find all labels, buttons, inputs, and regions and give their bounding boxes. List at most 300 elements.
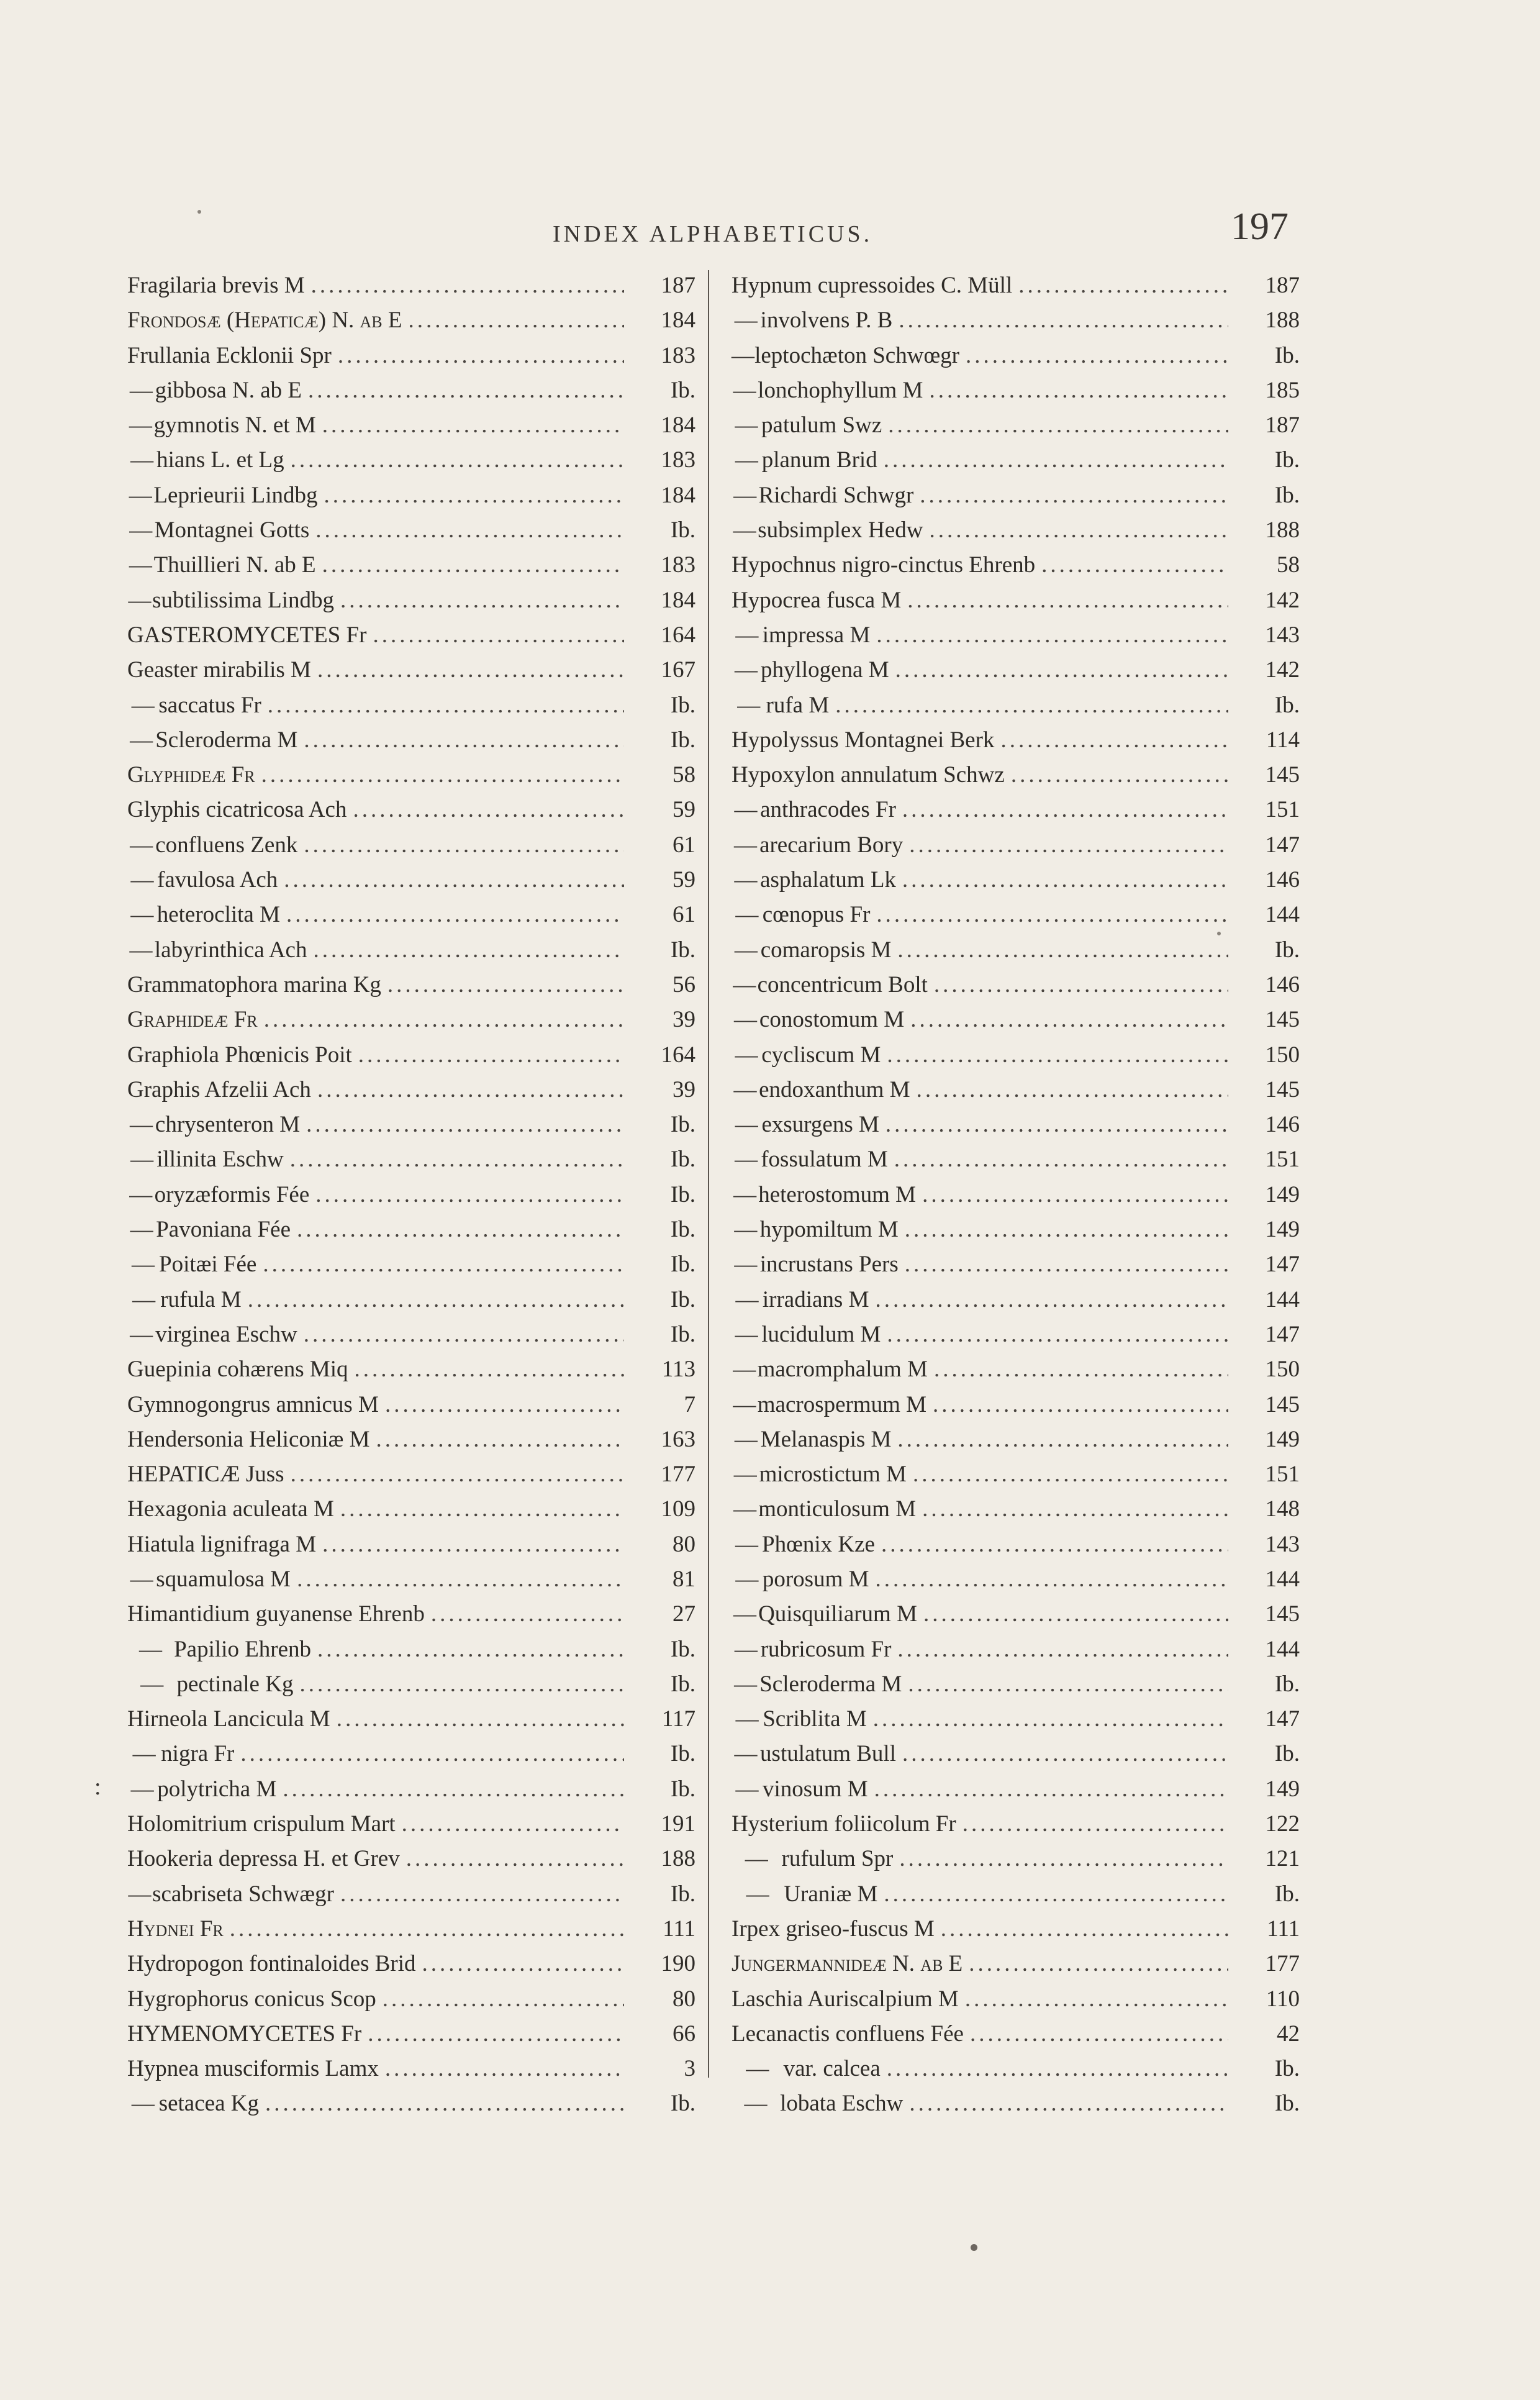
ditto-dash (127, 373, 155, 408)
ditto-dash (732, 618, 763, 653)
entry-page-ref: 142 (1265, 657, 1300, 683)
entry-label: polytricha M (157, 1776, 277, 1802)
ditto-dash (127, 828, 155, 863)
leader-dots (913, 1457, 1228, 1492)
leader-dots (304, 1317, 624, 1352)
entry-label: setacea Kg (158, 2091, 259, 2117)
entry-page-ref: Ib. (670, 727, 695, 753)
leader-dots (922, 1492, 1228, 1527)
ditto-dash (732, 1772, 763, 1807)
ditto-dash (127, 1772, 157, 1807)
index-entry (732, 1388, 1300, 1422)
leader-dots (322, 548, 624, 583)
ditto-dash (732, 1107, 761, 1142)
index-entry (127, 1772, 695, 1807)
ditto-dash (732, 513, 758, 548)
leader-dots (322, 1527, 624, 1562)
entry-label: lobata Eschw (780, 2091, 904, 2117)
ditto-dash (732, 1492, 758, 1527)
entry-page-ref: Ib. (1274, 2056, 1300, 2082)
entry-label: Hexagonia aculeata M (127, 1496, 334, 1522)
index-entry (732, 548, 1300, 583)
entry-page-ref: 145 (1265, 1601, 1300, 1627)
leader-dots (888, 408, 1228, 443)
leader-dots (969, 1947, 1228, 1981)
ditto-dash (127, 513, 155, 548)
entry-label: ustulatum Bull (760, 1741, 896, 1767)
leader-dots (1018, 268, 1228, 303)
entry-page-ref: 177 (661, 1461, 695, 1488)
entry-label: Irpex griseo-fuscus M (732, 1916, 935, 1942)
entry-page-ref: 190 (661, 1951, 695, 1977)
entry-label: arecarium Bory (759, 832, 904, 858)
entry-page-ref: 149 (1265, 1217, 1300, 1243)
entry-page-ref: 188 (1265, 307, 1300, 334)
entry-label: Geaster mirabilis M (127, 657, 311, 683)
entry-label: lonchophyllum M (758, 377, 923, 403)
index-entry (127, 1247, 695, 1282)
leader-dots (876, 898, 1228, 932)
leader-dots (874, 1772, 1228, 1807)
entry-page-ref: Ib. (670, 1776, 695, 1802)
leader-dots (899, 1842, 1228, 1876)
entry-page-ref: Ib. (1274, 937, 1300, 963)
entry-page-ref: 114 (1266, 727, 1300, 753)
leader-dots (337, 1702, 624, 1737)
entry-page-ref: 58 (1277, 552, 1300, 578)
ditto-dash (732, 1597, 758, 1632)
entry-label: squamulosa M (156, 1566, 291, 1592)
entry-page-ref: 121 (1265, 1846, 1300, 1872)
index-entry (732, 1178, 1300, 1212)
leader-dots (895, 653, 1228, 688)
entry-label: impressa M (762, 622, 871, 648)
leader-dots (1011, 758, 1228, 793)
entry-page-ref: Ib. (1274, 2091, 1300, 2117)
leader-dots (835, 688, 1228, 723)
ditto-dash (127, 478, 153, 513)
entry-page-ref: 56 (673, 971, 695, 998)
entry-label: illinita Eschw (156, 1147, 284, 1173)
entry-label: cycliscum M (761, 1042, 881, 1068)
index-entry (732, 1737, 1300, 1771)
ditto-dash (127, 443, 156, 478)
index-entry (127, 1737, 695, 1771)
entry-page-ref: 183 (661, 552, 695, 578)
entry-label: gymnotis N. et M (153, 412, 316, 439)
index-entry (127, 1562, 695, 1597)
entry-page-ref: 148 (1265, 1496, 1300, 1522)
entry-label: saccatus Fr (158, 692, 261, 718)
entry-page-ref: 144 (1265, 1286, 1300, 1312)
ditto-dash (732, 1073, 759, 1107)
index-entry (127, 828, 695, 863)
leader-dots (909, 2086, 1228, 2121)
entry-page-ref: Ib. (1274, 482, 1300, 508)
leader-dots (907, 583, 1228, 618)
index-entry (732, 1247, 1300, 1282)
leader-dots (385, 2052, 624, 2086)
ditto-dash (127, 688, 158, 723)
leader-dots (340, 583, 624, 618)
leader-dots (264, 1002, 624, 1037)
index-entry (732, 1562, 1300, 1597)
entry-page-ref: 149 (1265, 1776, 1300, 1802)
entry-page-ref: Ib. (1274, 1881, 1300, 1907)
leader-dots (897, 933, 1228, 968)
leader-dots (431, 1597, 624, 1632)
leader-dots (899, 303, 1228, 338)
leader-dots (909, 828, 1228, 863)
ditto-dash (732, 1142, 761, 1177)
entry-page-ref: 61 (673, 902, 695, 928)
leader-dots (902, 793, 1228, 827)
index-entry (127, 618, 695, 653)
index-entry (127, 1702, 695, 1737)
leader-dots (263, 1247, 624, 1282)
leader-dots (291, 443, 624, 478)
entry-page-ref: 151 (1265, 1461, 1300, 1488)
ditto-dash (732, 1002, 759, 1037)
paper-speck (197, 210, 201, 214)
leader-dots (304, 828, 624, 863)
entry-label: Hypoxylon annulatum Schwz (732, 762, 1005, 788)
entry-page-ref: Ib. (670, 1112, 695, 1138)
leader-dots (905, 1247, 1228, 1282)
leader-dots (284, 863, 624, 898)
entry-page-ref: 145 (1265, 762, 1300, 788)
leader-dots (308, 373, 624, 408)
entry-label: Jungermannideæ N. ab E (732, 1951, 963, 1977)
entry-label: planum Brid (761, 447, 877, 473)
index-entry (732, 1492, 1300, 1527)
ditto-dash (732, 1457, 759, 1492)
index-entry (127, 373, 695, 408)
entry-label: HEPATICÆ Juss (127, 1461, 284, 1488)
entry-label: Hypochnus nigro-cinctus Ehrenb (732, 552, 1036, 578)
entry-page-ref: 149 (1265, 1181, 1300, 1207)
index-entry (732, 1107, 1300, 1142)
index-entry (127, 1107, 695, 1142)
entry-label: var. calcea (783, 2056, 881, 2082)
leader-dots (884, 443, 1228, 478)
index-entry (732, 373, 1300, 408)
entry-label: subtilissima Lindbg (152, 587, 335, 613)
leader-dots (240, 1737, 624, 1771)
entry-page-ref: 146 (1265, 1112, 1300, 1138)
leader-dots (887, 1317, 1228, 1352)
entry-label: hypomiltum M (759, 1217, 899, 1243)
entry-page-ref: 147 (1265, 832, 1300, 858)
index-entry (127, 513, 695, 548)
index-entry (127, 758, 695, 793)
ditto-dash (732, 1702, 763, 1737)
entry-page-ref: 80 (673, 1986, 695, 2012)
index-entry (732, 408, 1300, 443)
entry-page-ref: 81 (673, 1566, 695, 1592)
entry-label: fossulatum M (761, 1147, 888, 1173)
leader-dots (875, 1283, 1228, 1317)
index-entry (732, 1597, 1300, 1632)
ditto-dash (732, 1422, 761, 1457)
leader-dots (1041, 548, 1228, 583)
index-entry (127, 1422, 695, 1457)
entry-page-ref: Ib. (670, 692, 695, 718)
ditto-dash (732, 1352, 758, 1387)
ditto-dash (732, 1247, 760, 1282)
leader-dots (917, 1073, 1228, 1107)
entry-page-ref: Ib. (670, 517, 695, 543)
entry-label: microstictum M (759, 1461, 907, 1488)
margin-mark: : (94, 1774, 101, 1800)
entry-page-ref: 167 (661, 657, 695, 683)
paper-speck (1217, 932, 1221, 935)
index-entry (732, 1038, 1300, 1073)
index-entry (732, 758, 1300, 793)
ditto-dash (127, 933, 155, 968)
index-entry (732, 1912, 1300, 1947)
entry-label: Hygrophorus conicus Scop (127, 1986, 376, 2012)
entry-label: phyllogena M (761, 657, 889, 683)
leader-dots (894, 1142, 1228, 1177)
leader-dots (929, 513, 1228, 548)
index-entry (732, 688, 1300, 723)
entry-label: Guepinia cohærens Miq (127, 1357, 348, 1383)
leader-dots (934, 1352, 1228, 1387)
index-entry (732, 1947, 1300, 1981)
ink-dot (971, 2244, 977, 2251)
index-entry (127, 688, 695, 723)
entry-label: asphalatum Lk (760, 867, 896, 893)
entry-page-ref: Ib. (670, 1181, 695, 1207)
index-entry (127, 933, 695, 968)
entry-page-ref: 145 (1265, 1391, 1300, 1417)
leader-dots (920, 478, 1228, 513)
entry-page-ref: Ib. (670, 2091, 695, 2117)
entry-label: confluens Zenk (155, 832, 298, 858)
leader-dots (934, 968, 1228, 1002)
entry-page-ref: 142 (1265, 587, 1300, 613)
entry-label: scabriseta Schwægr (152, 1881, 334, 1907)
leader-dots (876, 1562, 1228, 1597)
leader-dots (304, 723, 624, 758)
leader-dots (406, 1842, 624, 1876)
entry-label: Laschia Auriscalpium M (732, 1986, 959, 2012)
entry-page-ref: 146 (1265, 867, 1300, 893)
ditto-dash (732, 1178, 758, 1212)
index-entry (732, 2086, 1300, 2121)
entry-label: chrysenteron M (155, 1112, 301, 1138)
entry-label: HYMENOMYCETES Fr (127, 2020, 362, 2047)
ditto-dash (127, 1283, 160, 1317)
leader-dots (905, 1212, 1228, 1247)
ditto-dash (732, 1877, 784, 1912)
leader-dots (286, 898, 624, 932)
entry-label: Hypnum cupressoides C. Müll (732, 273, 1013, 298)
ditto-dash (127, 1317, 155, 1352)
leader-dots (922, 1178, 1228, 1212)
entry-label: porosum M (762, 1566, 869, 1592)
entry-page-ref: 187 (1265, 273, 1300, 298)
leader-dots (884, 1877, 1228, 1912)
leader-dots (966, 339, 1228, 373)
entry-page-ref: 66 (673, 2020, 695, 2047)
entry-label: GASTEROMYCETES Fr (127, 622, 367, 648)
leader-dots (291, 1457, 624, 1492)
leader-dots (322, 408, 624, 443)
leader-dots (317, 653, 624, 688)
ditto-dash (127, 1142, 156, 1177)
index-entry (127, 898, 695, 932)
leader-dots (923, 1597, 1228, 1632)
ditto-dash (732, 793, 760, 827)
entry-page-ref: 147 (1265, 1706, 1300, 1732)
entry-page-ref: 109 (661, 1496, 695, 1522)
index-entry (732, 513, 1300, 548)
leader-dots (941, 1912, 1228, 1947)
entry-label: macromphalum M (757, 1357, 928, 1383)
leader-dots (970, 2017, 1228, 2052)
ditto-dash (732, 863, 760, 898)
ditto-dash (732, 1562, 763, 1597)
ditto-dash (732, 373, 758, 408)
ditto-dash (732, 1737, 760, 1771)
entry-page-ref: Ib. (670, 937, 695, 963)
index-entry (732, 793, 1300, 827)
entry-label: Holomitrium crispulum Mart (127, 1811, 396, 1837)
entry-page-ref: 111 (663, 1916, 695, 1942)
entry-page-ref: 61 (673, 832, 695, 858)
leader-dots (315, 1178, 624, 1212)
ditto-dash (127, 408, 154, 443)
index-entry (127, 478, 695, 513)
entry-label: Glyphideæ Fr (127, 762, 255, 788)
leader-dots (340, 1492, 624, 1527)
entry-page-ref: 58 (673, 762, 695, 788)
ditto-dash (732, 2052, 784, 2086)
index-entry (732, 1142, 1300, 1177)
ditto-dash (732, 2086, 780, 2121)
entry-label: heteroclita M (156, 902, 280, 928)
ditto-dash (127, 898, 157, 932)
entry-page-ref: 164 (661, 622, 695, 648)
entry-label: Scriblita M (763, 1706, 867, 1732)
entry-label: Quisquiliarum M (758, 1601, 917, 1627)
entry-page-ref: 184 (661, 307, 695, 334)
leader-dots (908, 1667, 1228, 1702)
leader-dots (962, 1807, 1228, 1842)
entry-label: heterostomum M (758, 1181, 917, 1207)
index-entry (127, 408, 695, 443)
entry-page-ref: Ib. (670, 1217, 695, 1243)
entry-page-ref: 187 (661, 273, 695, 298)
entry-label: rufulum Spr (781, 1846, 894, 1872)
entry-label: oryzæformis Fée (154, 1181, 310, 1207)
entry-label: Frondosæ (Hepaticæ) N. ab E (127, 307, 402, 334)
index-entry (732, 339, 1300, 373)
index-entry (127, 1527, 695, 1562)
index-entry (127, 1178, 695, 1212)
entry-label: Fragilaria brevis M (127, 273, 305, 298)
leader-dots (887, 2052, 1228, 2086)
entry-label: Hirneola Lancicula M (127, 1706, 330, 1732)
index-entry (127, 268, 695, 303)
entry-page-ref: Ib. (1274, 692, 1300, 718)
leader-dots (887, 1038, 1228, 1073)
index-entry (732, 1073, 1300, 1107)
index-entry (127, 1597, 695, 1632)
ditto-dash (127, 1737, 161, 1771)
entry-label: Glyphis cicatricosa Ach (127, 797, 347, 823)
entry-label: Hydropogon fontinaloides Brid (127, 1951, 416, 1977)
ditto-dash (732, 303, 761, 338)
leader-dots (261, 758, 624, 793)
ditto-dash (732, 1317, 761, 1352)
ditto-dash (127, 583, 152, 618)
entry-label: Hydnei Fr (127, 1916, 224, 1942)
index-entry (127, 1842, 695, 1876)
entry-page-ref: Ib. (670, 1881, 695, 1907)
leader-dots (311, 268, 624, 303)
leader-dots (315, 513, 624, 548)
leader-dots (265, 2086, 624, 2121)
ditto-dash (732, 1038, 761, 1073)
ditto-dash (732, 933, 761, 968)
entry-page-ref: Ib. (670, 1147, 695, 1173)
entry-label: cœnopus Fr (762, 902, 871, 928)
index-entry (127, 339, 695, 373)
entry-page-ref: 147 (1265, 1321, 1300, 1347)
index-entry (127, 793, 695, 827)
page-title: INDEX ALPHABETICUS. (553, 221, 873, 247)
entry-label: nigra Fr (161, 1741, 235, 1767)
index-entry (127, 653, 695, 688)
entry-label: patulum Swz (761, 412, 882, 439)
entry-label: anthracodes Fr (760, 797, 896, 823)
index-entry (732, 1457, 1300, 1492)
entry-page-ref: 191 (661, 1811, 695, 1837)
entry-label: vinosum M (763, 1776, 868, 1802)
entry-page-ref: 147 (1265, 1252, 1300, 1278)
ditto-dash (127, 1212, 156, 1247)
entry-label: Grammatophora marina Kg (127, 971, 381, 998)
entry-page-ref: 149 (1265, 1426, 1300, 1452)
entry-label: concentricum Bolt (757, 971, 928, 998)
index-entry (127, 1667, 695, 1702)
index-entry (732, 1772, 1300, 1807)
index-entry (732, 478, 1300, 513)
index-entry (732, 2017, 1300, 2052)
index-entry (732, 1632, 1300, 1667)
leader-dots (324, 478, 624, 513)
ditto-dash (732, 898, 763, 932)
index-entry (127, 2086, 695, 2121)
entry-page-ref: 143 (1265, 1531, 1300, 1557)
entry-label: irradians M (762, 1286, 869, 1312)
leader-dots (910, 1002, 1228, 1037)
leader-dots (929, 373, 1228, 408)
leader-dots (317, 1632, 624, 1667)
entry-label: Frullania Ecklonii Spr (127, 342, 332, 368)
entry-page-ref: 164 (661, 1042, 695, 1068)
index-entry (127, 1982, 695, 2017)
index-entry (127, 1212, 695, 1247)
leader-dots (933, 1388, 1228, 1422)
index-entry (127, 1388, 695, 1422)
entry-page-ref: 113 (661, 1357, 695, 1383)
entry-page-ref: 177 (1265, 1951, 1300, 1977)
ditto-dash (127, 548, 154, 583)
